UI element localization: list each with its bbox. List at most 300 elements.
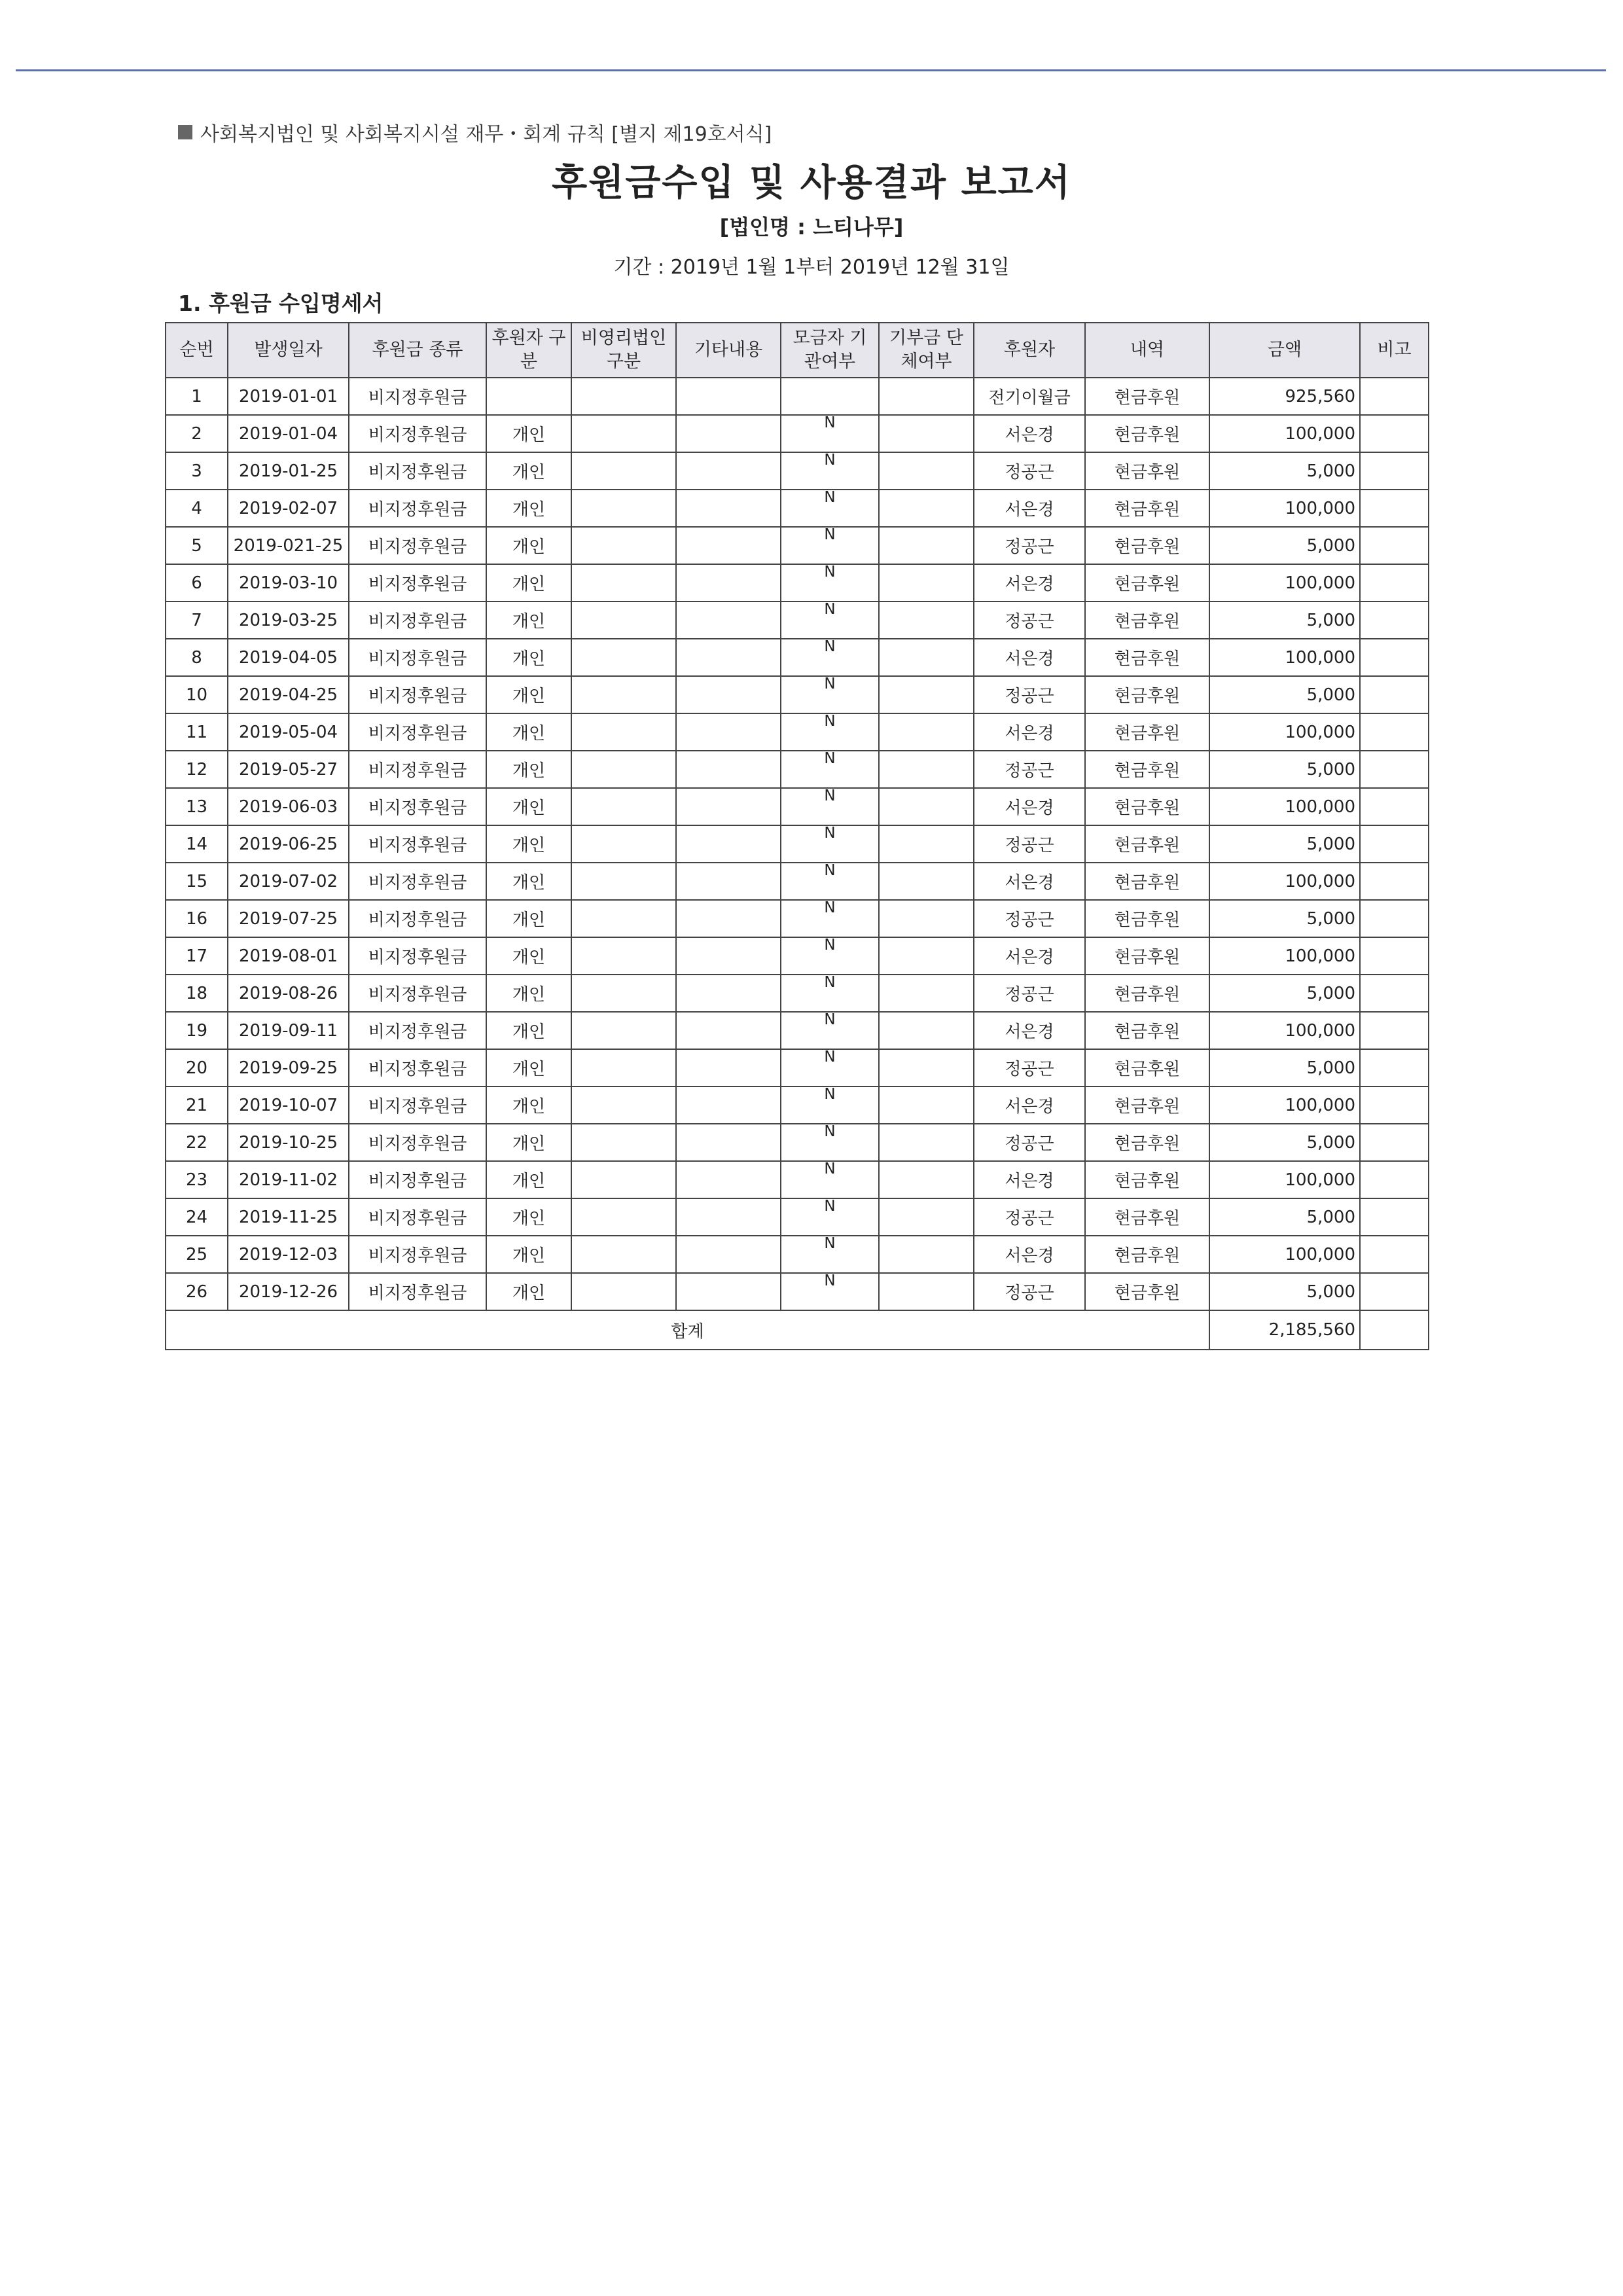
- cell-detail: 현금후원: [1085, 788, 1209, 825]
- table-row: [166, 900, 1429, 937]
- cell-donor: 서은경: [974, 639, 1085, 676]
- cell-date: 2019-09-11: [228, 1012, 349, 1049]
- cell-donor-type: 개인: [486, 527, 571, 564]
- col-header: 기타내용: [676, 323, 781, 378]
- cell-detail: 현금후원: [1085, 601, 1209, 639]
- col-header: 내역: [1085, 323, 1209, 378]
- cell-no: 6: [166, 564, 228, 601]
- cell-nonprofit-type: [571, 564, 676, 601]
- cell-donor: 서은경: [974, 564, 1085, 601]
- cell-nonprofit-type: [571, 452, 676, 490]
- cell-detail: 현금후원: [1085, 639, 1209, 676]
- cell-note: [1360, 1273, 1429, 1310]
- cell-donor: 서은경: [974, 863, 1085, 900]
- cell-donor-type: 개인: [486, 1012, 571, 1049]
- cell-etc: [676, 863, 781, 900]
- cell-donor: 서은경: [974, 1161, 1085, 1198]
- cell-donation-org-flag: [879, 527, 974, 564]
- cell-nonprofit-type: [571, 825, 676, 863]
- table-row: [166, 1049, 1429, 1086]
- cell-date: 2019-07-02: [228, 863, 349, 900]
- cell-date: 2019-11-25: [228, 1198, 349, 1236]
- cell-donor-type: 개인: [486, 825, 571, 863]
- cell-collector-flag: N: [781, 490, 879, 527]
- cell-donation-org-flag: [879, 1161, 974, 1198]
- cell-etc: [676, 975, 781, 1012]
- cell-donor: 정공근: [974, 825, 1085, 863]
- cell-collector-flag: N: [781, 564, 879, 601]
- cell-date: 2019-01-01: [228, 378, 349, 415]
- cell-collector-flag: N: [781, 751, 879, 788]
- cell-nonprofit-type: [571, 751, 676, 788]
- cell-donor: 정공근: [974, 1124, 1085, 1161]
- cell-amount: 5,000: [1209, 900, 1360, 937]
- cell-detail: 현금후원: [1085, 975, 1209, 1012]
- cell-donation-type: 비지정후원금: [349, 601, 486, 639]
- cell-note: [1360, 452, 1429, 490]
- cell-date: 2019-021-25: [228, 527, 349, 564]
- cell-donor: 정공근: [974, 601, 1085, 639]
- cell-donation-org-flag: [879, 1049, 974, 1086]
- cell-donation-org-flag: [879, 713, 974, 751]
- cell-donor-type: 개인: [486, 676, 571, 713]
- document-title: 후원금수입 및 사용결과 보고서: [552, 162, 1071, 204]
- total-label: 합계: [166, 1310, 1209, 1350]
- cell-date: 2019-10-25: [228, 1124, 349, 1161]
- cell-nonprofit-type: [571, 415, 676, 452]
- cell-donor-type: 개인: [486, 863, 571, 900]
- cell-detail: 현금후원: [1085, 378, 1209, 415]
- cell-donation-type: 비지정후원금: [349, 937, 486, 975]
- cell-donation-org-flag: [879, 564, 974, 601]
- form-reference: [178, 118, 772, 147]
- cell-donor-type: 개인: [486, 1086, 571, 1124]
- cell-donation-type: 비지정후원금: [349, 415, 486, 452]
- cell-detail: 현금후원: [1085, 415, 1209, 452]
- table-row: [166, 601, 1429, 639]
- cell-etc: [676, 825, 781, 863]
- cell-donor: 서은경: [974, 490, 1085, 527]
- cell-amount: 100,000: [1209, 713, 1360, 751]
- corporation-name: [법인명 : 느티나무]: [719, 215, 904, 240]
- table-row: [166, 937, 1429, 975]
- cell-donor-type: 개인: [486, 1236, 571, 1273]
- table-row: [166, 1273, 1429, 1310]
- cell-date: 2019-11-02: [228, 1161, 349, 1198]
- cell-donation-org-flag: [879, 788, 974, 825]
- cell-nonprofit-type: [571, 601, 676, 639]
- cell-donation-org-flag: [879, 1198, 974, 1236]
- cell-nonprofit-type: [571, 1273, 676, 1310]
- cell-donation-type: 비지정후원금: [349, 1049, 486, 1086]
- cell-date: 2019-09-25: [228, 1049, 349, 1086]
- cell-nonprofit-type: [571, 1236, 676, 1273]
- cell-donor: 정공근: [974, 1273, 1085, 1310]
- table-row: [166, 1086, 1429, 1124]
- cell-amount: 5,000: [1209, 1124, 1360, 1161]
- cell-no: 20: [166, 1049, 228, 1086]
- cell-amount: 100,000: [1209, 639, 1360, 676]
- cell-etc: [676, 676, 781, 713]
- cell-no: 22: [166, 1124, 228, 1161]
- cell-no: 8: [166, 639, 228, 676]
- cell-detail: 현금후원: [1085, 490, 1209, 527]
- cell-nonprofit-type: [571, 900, 676, 937]
- table-row: [166, 788, 1429, 825]
- table-row: [166, 1198, 1429, 1236]
- cell-donation-org-flag: [879, 1236, 974, 1273]
- cell-date: 2019-08-26: [228, 975, 349, 1012]
- cell-date: 2019-02-07: [228, 490, 349, 527]
- cell-donation-type: 비지정후원금: [349, 751, 486, 788]
- col-header: 후원자: [974, 323, 1085, 378]
- cell-donation-type: 비지정후원금: [349, 788, 486, 825]
- cell-donation-type: 비지정후원금: [349, 676, 486, 713]
- cell-donor: 정공근: [974, 751, 1085, 788]
- cell-donor-type: 개인: [486, 975, 571, 1012]
- cell-collector-flag: N: [781, 1124, 879, 1161]
- cell-donor-type: 개인: [486, 751, 571, 788]
- cell-donation-org-flag: [879, 1086, 974, 1124]
- table-row: [166, 676, 1429, 713]
- cell-etc: [676, 490, 781, 527]
- cell-date: 2019-12-03: [228, 1236, 349, 1273]
- cell-donor: 정공근: [974, 452, 1085, 490]
- cell-collector-flag: N: [781, 1049, 879, 1086]
- cell-collector-flag: N: [781, 676, 879, 713]
- cell-donation-type: 비지정후원금: [349, 564, 486, 601]
- cell-nonprofit-type: [571, 1161, 676, 1198]
- cell-date: 2019-05-27: [228, 751, 349, 788]
- cell-donation-type: 비지정후원금: [349, 863, 486, 900]
- total-row: [166, 1310, 1429, 1350]
- cell-donation-type: 비지정후원금: [349, 1236, 486, 1273]
- cell-donation-org-flag: [879, 452, 974, 490]
- cell-nonprofit-type: [571, 639, 676, 676]
- cell-nonprofit-type: [571, 863, 676, 900]
- cell-detail: 현금후원: [1085, 1198, 1209, 1236]
- cell-donation-type: 비지정후원금: [349, 1273, 486, 1310]
- cell-donation-org-flag: [879, 490, 974, 527]
- cell-detail: 현금후원: [1085, 863, 1209, 900]
- cell-collector-flag: N: [781, 527, 879, 564]
- col-header: 비영리법인 구분: [571, 323, 676, 378]
- cell-no: 1: [166, 378, 228, 415]
- cell-donor: 서은경: [974, 713, 1085, 751]
- cell-collector-flag: N: [781, 1086, 879, 1124]
- cell-collector-flag: N: [781, 1012, 879, 1049]
- cell-donor-type: 개인: [486, 1161, 571, 1198]
- table-header-row: [166, 323, 1429, 378]
- cell-detail: 현금후원: [1085, 1124, 1209, 1161]
- table-row: [166, 527, 1429, 564]
- cell-detail: 현금후원: [1085, 713, 1209, 751]
- table-row: [166, 639, 1429, 676]
- cell-note: [1360, 564, 1429, 601]
- cell-amount: 100,000: [1209, 788, 1360, 825]
- cell-donation-org-flag: [879, 601, 974, 639]
- cell-note: [1360, 378, 1429, 415]
- cell-amount: 5,000: [1209, 527, 1360, 564]
- cell-etc: [676, 452, 781, 490]
- cell-collector-flag: N: [781, 452, 879, 490]
- cell-nonprofit-type: [571, 713, 676, 751]
- cell-note: [1360, 490, 1429, 527]
- cell-nonprofit-type: [571, 676, 676, 713]
- cell-note: [1360, 937, 1429, 975]
- cell-no: 25: [166, 1236, 228, 1273]
- cell-amount: 925,560: [1209, 378, 1360, 415]
- cell-donation-org-flag: [879, 863, 974, 900]
- cell-note: [1360, 639, 1429, 676]
- cell-nonprofit-type: [571, 1012, 676, 1049]
- cell-note: [1360, 825, 1429, 863]
- cell-nonprofit-type: [571, 975, 676, 1012]
- cell-date: 2019-12-26: [228, 1273, 349, 1310]
- cell-etc: [676, 1049, 781, 1086]
- cell-donation-org-flag: [879, 751, 974, 788]
- cell-etc: [676, 1236, 781, 1273]
- cell-donation-type: 비지정후원금: [349, 975, 486, 1012]
- cell-no: 3: [166, 452, 228, 490]
- table-row: [166, 415, 1429, 452]
- cell-donation-type: 비지정후원금: [349, 1161, 486, 1198]
- table-row: [166, 975, 1429, 1012]
- cell-note: [1360, 788, 1429, 825]
- cell-date: 2019-07-25: [228, 900, 349, 937]
- cell-collector-flag: N: [781, 825, 879, 863]
- cell-no: 26: [166, 1273, 228, 1310]
- cell-etc: [676, 1086, 781, 1124]
- cell-detail: 현금후원: [1085, 1012, 1209, 1049]
- cell-note: [1360, 1086, 1429, 1124]
- cell-donation-type: 비지정후원금: [349, 825, 486, 863]
- cell-date: 2019-04-05: [228, 639, 349, 676]
- cell-donation-type: 비지정후원금: [349, 490, 486, 527]
- cell-no: 15: [166, 863, 228, 900]
- cell-no: 2: [166, 415, 228, 452]
- donation-income-table: [165, 322, 1429, 1350]
- cell-amount: 100,000: [1209, 1086, 1360, 1124]
- cell-donor-type: 개인: [486, 601, 571, 639]
- table-row: [166, 1124, 1429, 1161]
- cell-detail: 현금후원: [1085, 452, 1209, 490]
- cell-etc: [676, 900, 781, 937]
- cell-donation-org-flag: [879, 975, 974, 1012]
- cell-etc: [676, 564, 781, 601]
- cell-no: 13: [166, 788, 228, 825]
- cell-amount: 5,000: [1209, 452, 1360, 490]
- cell-donor: 정공근: [974, 676, 1085, 713]
- cell-collector-flag: N: [781, 1236, 879, 1273]
- cell-etc: [676, 601, 781, 639]
- cell-donation-type: 비지정후원금: [349, 1012, 486, 1049]
- cell-no: 18: [166, 975, 228, 1012]
- total-note: [1360, 1310, 1429, 1350]
- cell-donor-type: 개인: [486, 564, 571, 601]
- report-period: 기간 : 2019년 1월 1부터 2019년 12월 31일: [613, 256, 1010, 279]
- cell-collector-flag: N: [781, 900, 879, 937]
- table-row: [166, 452, 1429, 490]
- cell-note: [1360, 676, 1429, 713]
- cell-donation-type: 비지정후원금: [349, 1198, 486, 1236]
- cell-no: 21: [166, 1086, 228, 1124]
- cell-detail: 현금후원: [1085, 1049, 1209, 1086]
- cell-amount: 100,000: [1209, 564, 1360, 601]
- table-row: [166, 1161, 1429, 1198]
- cell-detail: 현금후원: [1085, 527, 1209, 564]
- cell-amount: 5,000: [1209, 1273, 1360, 1310]
- col-header: 금액: [1209, 323, 1360, 378]
- cell-nonprofit-type: [571, 527, 676, 564]
- cell-donor: 정공근: [974, 1049, 1085, 1086]
- cell-donor-type: 개인: [486, 900, 571, 937]
- col-header: 후원금 종류: [349, 323, 486, 378]
- top-rule: [16, 69, 1606, 71]
- table-row: [166, 825, 1429, 863]
- cell-no: 14: [166, 825, 228, 863]
- cell-note: [1360, 1198, 1429, 1236]
- cell-date: 2019-06-03: [228, 788, 349, 825]
- cell-amount: 100,000: [1209, 1236, 1360, 1273]
- cell-detail: 현금후원: [1085, 751, 1209, 788]
- cell-amount: 5,000: [1209, 1049, 1360, 1086]
- cell-amount: 100,000: [1209, 937, 1360, 975]
- col-header: 후원자 구분: [486, 323, 571, 378]
- cell-donor-type: 개인: [486, 490, 571, 527]
- cell-donation-org-flag: [879, 639, 974, 676]
- cell-donation-type: 비지정후원금: [349, 527, 486, 564]
- total-amount: 2,185,560: [1209, 1310, 1360, 1350]
- table-row: [166, 863, 1429, 900]
- cell-amount: 100,000: [1209, 1012, 1360, 1049]
- cell-etc: [676, 1161, 781, 1198]
- col-header: 발생일자: [228, 323, 349, 378]
- cell-donor-type: 개인: [486, 415, 571, 452]
- table-row: [166, 490, 1429, 527]
- cell-etc: [676, 639, 781, 676]
- cell-donation-org-flag: [879, 937, 974, 975]
- cell-amount: 5,000: [1209, 1198, 1360, 1236]
- table-row: [166, 1236, 1429, 1273]
- cell-donor: 서은경: [974, 1012, 1085, 1049]
- cell-collector-flag: N: [781, 975, 879, 1012]
- cell-donation-type: 비지정후원금: [349, 452, 486, 490]
- cell-etc: [676, 751, 781, 788]
- section-title: 1. 후원금 수입명세서: [178, 291, 383, 316]
- cell-detail: 현금후원: [1085, 1273, 1209, 1310]
- cell-etc: [676, 378, 781, 415]
- cell-no: 19: [166, 1012, 228, 1049]
- cell-amount: 100,000: [1209, 863, 1360, 900]
- cell-collector-flag: N: [781, 1161, 879, 1198]
- table-row: [166, 751, 1429, 788]
- cell-collector-flag: N: [781, 639, 879, 676]
- cell-note: [1360, 975, 1429, 1012]
- cell-donation-org-flag: [879, 1124, 974, 1161]
- cell-donation-type: 비지정후원금: [349, 713, 486, 751]
- cell-etc: [676, 1273, 781, 1310]
- cell-donor-type: 개인: [486, 713, 571, 751]
- cell-donor: 서은경: [974, 788, 1085, 825]
- cell-note: [1360, 863, 1429, 900]
- cell-donor: 서은경: [974, 1236, 1085, 1273]
- cell-donor: 정공근: [974, 1198, 1085, 1236]
- cell-donor: 서은경: [974, 937, 1085, 975]
- cell-nonprofit-type: [571, 1086, 676, 1124]
- col-header: 기부금 단체여부: [879, 323, 974, 378]
- cell-collector-flag: N: [781, 713, 879, 751]
- cell-note: [1360, 527, 1429, 564]
- cell-collector-flag: N: [781, 1273, 879, 1310]
- cell-etc: [676, 713, 781, 751]
- cell-donor-type: 개인: [486, 937, 571, 975]
- cell-detail: 현금후원: [1085, 676, 1209, 713]
- table-row: [166, 564, 1429, 601]
- cell-note: [1360, 1161, 1429, 1198]
- cell-no: 12: [166, 751, 228, 788]
- cell-no: 24: [166, 1198, 228, 1236]
- cell-donor-type: 개인: [486, 1124, 571, 1161]
- cell-donor-type: 개인: [486, 1273, 571, 1310]
- cell-amount: 5,000: [1209, 676, 1360, 713]
- cell-no: 23: [166, 1161, 228, 1198]
- cell-etc: [676, 937, 781, 975]
- cell-detail: 현금후원: [1085, 564, 1209, 601]
- cell-donor: 전기이월금: [974, 378, 1085, 415]
- cell-note: [1360, 415, 1429, 452]
- cell-donation-type: 비지정후원금: [349, 378, 486, 415]
- cell-donor: 서은경: [974, 415, 1085, 452]
- cell-amount: 5,000: [1209, 751, 1360, 788]
- table-row: [166, 378, 1429, 415]
- table-row: [166, 1012, 1429, 1049]
- cell-note: [1360, 751, 1429, 788]
- cell-date: 2019-06-25: [228, 825, 349, 863]
- cell-no: 17: [166, 937, 228, 975]
- cell-amount: 100,000: [1209, 490, 1360, 527]
- cell-nonprofit-type: [571, 1124, 676, 1161]
- cell-etc: [676, 1012, 781, 1049]
- cell-etc: [676, 527, 781, 564]
- cell-donor: 서은경: [974, 1086, 1085, 1124]
- cell-detail: 현금후원: [1085, 937, 1209, 975]
- cell-collector-flag: N: [781, 415, 879, 452]
- cell-nonprofit-type: [571, 937, 676, 975]
- cell-etc: [676, 1198, 781, 1236]
- cell-nonprofit-type: [571, 378, 676, 415]
- cell-donor: 정공근: [974, 527, 1085, 564]
- cell-date: 2019-04-25: [228, 676, 349, 713]
- cell-donation-org-flag: [879, 825, 974, 863]
- cell-nonprofit-type: [571, 788, 676, 825]
- cell-collector-flag: N: [781, 788, 879, 825]
- cell-detail: 현금후원: [1085, 1236, 1209, 1273]
- cell-amount: 5,000: [1209, 825, 1360, 863]
- cell-detail: 현금후원: [1085, 825, 1209, 863]
- cell-no: 7: [166, 601, 228, 639]
- cell-date: 2019-01-04: [228, 415, 349, 452]
- cell-note: [1360, 1012, 1429, 1049]
- cell-note: [1360, 1236, 1429, 1273]
- cell-donation-type: 비지정후원금: [349, 900, 486, 937]
- cell-date: 2019-10-07: [228, 1086, 349, 1124]
- cell-donor-type: 개인: [486, 639, 571, 676]
- cell-donation-org-flag: [879, 1012, 974, 1049]
- table-row: [166, 713, 1429, 751]
- cell-donation-org-flag: [879, 415, 974, 452]
- cell-donor-type: 개인: [486, 452, 571, 490]
